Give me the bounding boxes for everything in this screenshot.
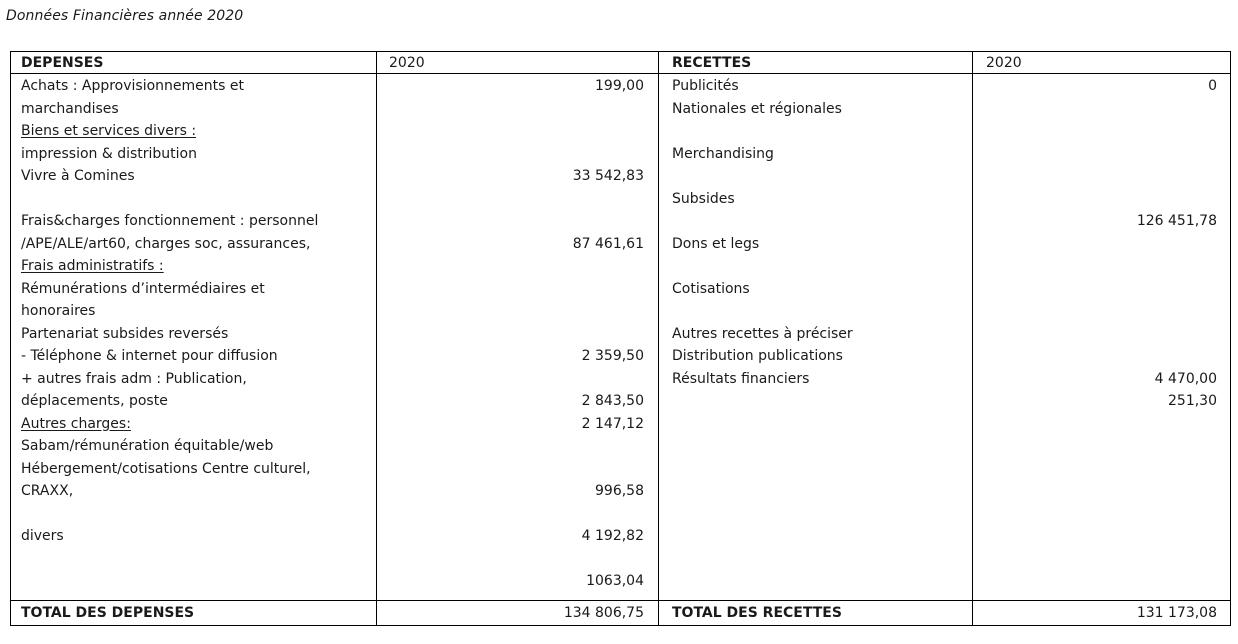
recette-line-amount xyxy=(978,503,1217,526)
recette-line-amount xyxy=(978,255,1217,278)
depense-line-amount: 199,00 xyxy=(595,78,644,94)
depense-line-amount xyxy=(382,98,644,121)
depense-line-amount: 2 147,12 xyxy=(581,415,644,432)
recette-line-amount xyxy=(978,458,1217,481)
recette-line-label xyxy=(672,413,967,436)
recettes-labels xyxy=(672,75,967,593)
page-caption: Données Financières année 2020 xyxy=(6,8,244,24)
recette-line-label xyxy=(672,525,967,548)
total-recettes-value: 131 173,08 xyxy=(1136,605,1217,621)
depense-line-amount xyxy=(382,503,644,526)
recette-line-label: Publicités xyxy=(672,78,739,94)
depense-line-label xyxy=(21,548,371,571)
recette-line-amount xyxy=(978,345,1217,368)
depense-line-amount: 2 843,50 xyxy=(581,393,644,409)
depense-line-label: divers xyxy=(21,528,64,544)
recette-line-amount xyxy=(978,570,1217,593)
depense-line-label: - Téléphone & internet pour diffusion xyxy=(21,348,278,364)
depense-line-amount xyxy=(382,188,644,211)
depense-line-amount xyxy=(382,435,644,458)
recette-line-label: Merchandising xyxy=(672,145,774,162)
recette-line-label: Résultats financiers xyxy=(672,370,810,387)
depense-line-amount: 4 192,82 xyxy=(581,528,644,544)
depense-line-label: impression & distribution xyxy=(21,145,197,162)
depense-line-label: + autres frais adm : Publication, xyxy=(21,370,247,387)
recette-line-amount xyxy=(978,143,1217,166)
depense-line-label: Hébergement/cotisations Centre culturel, xyxy=(21,460,311,477)
depense-line-amount xyxy=(382,300,644,323)
recette-line-amount xyxy=(978,413,1217,436)
header-depenses-year: 2020 xyxy=(389,55,425,71)
depense-line-amount xyxy=(382,255,644,278)
recette-line-amount xyxy=(978,278,1217,301)
recette-line-amount: 126 451,78 xyxy=(1136,213,1217,229)
recette-line-amount xyxy=(978,165,1217,188)
recette-line-label xyxy=(672,435,967,458)
depense-line-label: Rémunérations d’intermédiaires et xyxy=(21,280,265,297)
depense-line-label: Partenariat subsides reversés xyxy=(21,325,229,342)
depenses-amounts xyxy=(382,75,644,593)
depense-line-label-text: Frais administratifs : xyxy=(21,258,164,274)
depense-line-amount xyxy=(382,143,644,166)
depense-line-label xyxy=(21,255,371,278)
recette-line-amount xyxy=(978,525,1217,548)
header-recettes-year: 2020 xyxy=(986,55,1022,71)
recette-line-amount xyxy=(978,98,1217,121)
recette-line-label xyxy=(672,503,967,526)
recette-line-label xyxy=(672,255,967,278)
recettes-amounts xyxy=(978,75,1217,593)
recette-line-amount xyxy=(978,233,1217,256)
recette-line-label: Autres recettes à préciser xyxy=(672,325,853,342)
depense-line-amount xyxy=(382,210,644,233)
depense-line-amount: 1063,04 xyxy=(586,573,644,589)
depense-line-label: honoraires xyxy=(21,303,96,319)
recette-line-amount xyxy=(978,188,1217,211)
depense-line-amount xyxy=(382,458,644,481)
depense-line-label: Sabam/rémunération équitable/web xyxy=(21,438,274,454)
depense-line-label: déplacements, poste xyxy=(21,393,168,409)
recette-line-label xyxy=(672,165,967,188)
total-recettes-label: TOTAL DES RECETTES xyxy=(672,605,842,621)
recette-line-amount xyxy=(978,435,1217,458)
total-depenses-value: 134 806,75 xyxy=(563,605,644,621)
recette-line-label: Distribution publications xyxy=(672,348,843,364)
recette-line-amount xyxy=(978,300,1217,323)
recette-line-label xyxy=(672,548,967,571)
depense-line-label xyxy=(21,188,371,211)
depense-line-amount xyxy=(382,368,644,391)
recette-line-label xyxy=(672,390,967,413)
recette-line-amount: 0 xyxy=(1208,78,1217,94)
depense-line-label xyxy=(21,120,371,143)
recette-line-amount xyxy=(978,323,1217,346)
recette-line-label xyxy=(672,300,967,323)
recette-line-amount xyxy=(978,120,1217,143)
recette-line-label xyxy=(672,120,967,143)
recette-line-amount xyxy=(978,548,1217,571)
total-depenses-label: TOTAL DES DEPENSES xyxy=(21,605,195,621)
recette-line-label: Cotisations xyxy=(672,280,750,297)
recette-line-amount xyxy=(978,480,1217,503)
depense-line-amount: 996,58 xyxy=(595,483,644,499)
recette-line-label: Nationales et régionales xyxy=(672,100,842,117)
recette-line-label xyxy=(672,210,967,233)
depense-line-label: CRAXX, xyxy=(21,483,74,499)
recette-line-amount: 251,30 xyxy=(1168,393,1217,409)
depense-line-amount: 33 542,83 xyxy=(572,168,644,184)
depense-line-amount: 87 461,61 xyxy=(572,235,644,252)
depense-line-label: Frais&charges fonctionnement : personnel xyxy=(21,213,319,229)
depense-line-label: marchandises xyxy=(21,100,119,117)
depense-line-amount: 2 359,50 xyxy=(581,348,644,364)
depense-line-label xyxy=(21,570,371,593)
depense-line-label-text: Biens et services divers : xyxy=(21,123,197,139)
recette-line-label xyxy=(672,480,967,503)
header-depenses: DEPENSES xyxy=(21,55,104,71)
depense-line-label xyxy=(21,413,371,436)
depense-line-label: /APE/ALE/art60, charges soc, assurances, xyxy=(21,235,311,252)
depense-line-amount xyxy=(382,278,644,301)
depenses-labels xyxy=(21,75,371,593)
recette-line-label xyxy=(672,458,967,481)
depense-line-amount xyxy=(382,548,644,571)
recette-line-label: Subsides xyxy=(672,190,735,207)
depense-line-label-text: Autres charges: xyxy=(21,415,131,432)
recette-line-label xyxy=(672,570,967,593)
depense-line-amount xyxy=(382,120,644,143)
depense-line-label: Vivre à Comines xyxy=(21,168,135,184)
recette-line-amount: 4 470,00 xyxy=(1154,370,1217,387)
depense-line-amount xyxy=(382,323,644,346)
depense-line-label: Achats : Approvisionnements et xyxy=(21,78,244,94)
depense-line-label xyxy=(21,503,371,526)
header-recettes: RECETTES xyxy=(672,55,752,71)
recette-line-label: Dons et legs xyxy=(672,235,760,252)
